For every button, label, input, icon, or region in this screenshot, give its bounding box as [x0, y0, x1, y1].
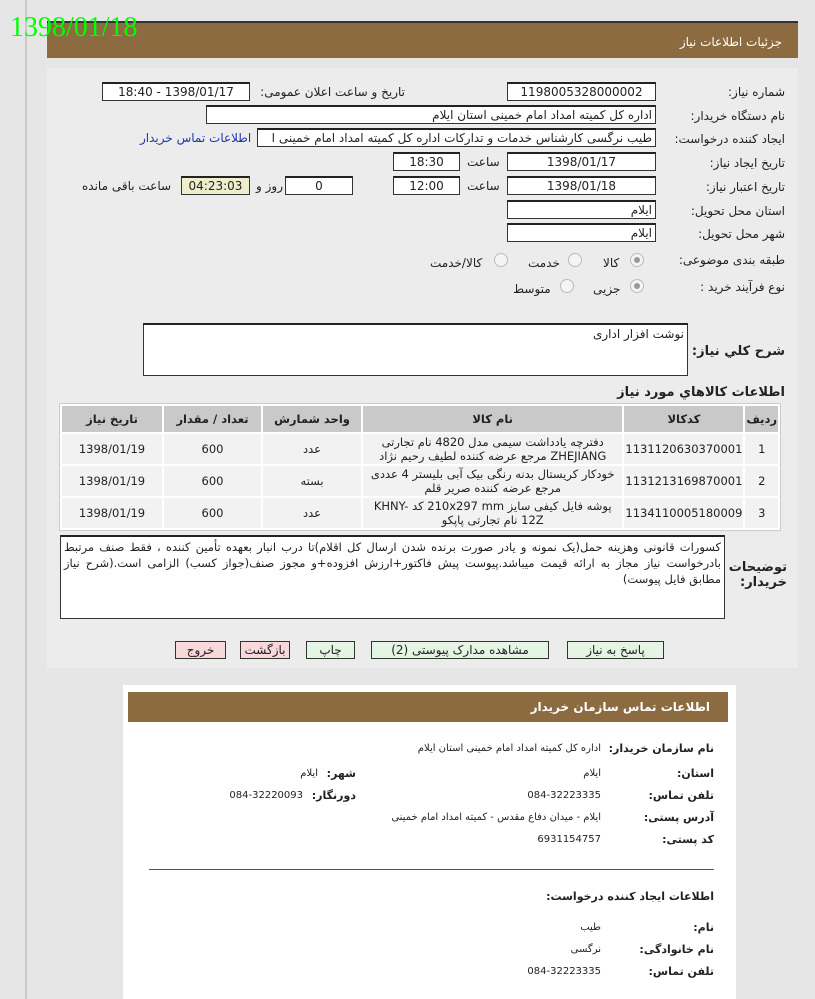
- created-time-field[interactable]: 18:30: [393, 152, 460, 171]
- buyer-contact-link[interactable]: اطلاعات تماس خریدار: [140, 131, 252, 145]
- col-code: کدکالا: [624, 406, 743, 432]
- city-label: شهر:: [326, 767, 356, 780]
- radio-minor-label: جزیی: [593, 282, 621, 296]
- radio-minor[interactable]: [630, 279, 644, 293]
- city-field[interactable]: ایلام: [507, 223, 656, 242]
- cell-unit: عدد: [263, 498, 361, 528]
- cell-qty: 600: [164, 498, 261, 528]
- name-label: نام:: [693, 921, 714, 934]
- created-date-field[interactable]: 1398/01/17: [507, 152, 656, 171]
- table-row: [62, 498, 778, 528]
- col-row: ردیف: [745, 406, 778, 432]
- announce-label: تاریخ و ساعت اعلان عمومی:: [260, 85, 405, 99]
- fax-value: 084-32220093: [229, 790, 303, 801]
- announce-field[interactable]: 1398/01/17 - 18:40: [102, 82, 250, 101]
- creator-phone-value: 084-32223335: [527, 966, 601, 977]
- cell-row: 2: [745, 466, 778, 496]
- process-label: نوع فرآیند خرید :: [700, 280, 785, 294]
- table-row: [62, 466, 778, 496]
- city-value: ایلام: [300, 768, 318, 779]
- description-field[interactable]: نوشت افزار اداری: [143, 323, 688, 376]
- address-value: ایلام - میدان دفاع مقدس - کمیته امداد امام خمینی: [391, 812, 601, 823]
- family-value: نرگسی: [570, 944, 601, 955]
- cell-unit: بسته: [263, 466, 361, 496]
- name-value: طیب: [580, 922, 601, 933]
- radio-goods-service-label: کالا/خدمت: [430, 256, 483, 270]
- cell-date: 1398/01/19: [62, 498, 162, 528]
- remaining-time: 04:23:03: [181, 176, 250, 195]
- date-stamp: 1398/01/18: [10, 12, 138, 43]
- contact-divider: [149, 869, 714, 870]
- col-name: نام کالا: [363, 406, 622, 432]
- page-title: جزئیات اطلاعات نیاز: [679, 35, 782, 49]
- province-label: استان:: [677, 767, 714, 780]
- radio-goods-service[interactable]: [494, 253, 508, 267]
- cell-date: 1398/01/19: [62, 434, 162, 464]
- contact-panel: [123, 685, 736, 999]
- cell-qty: 600: [164, 466, 261, 496]
- creator-label: ایجاد کننده درخواست:: [674, 132, 785, 146]
- cell-row: 3: [745, 498, 778, 528]
- cell-name: خودکار کریستال بدنه رنگی بیک آبی بلیستر 4 عددی مرجع عرضه کننده صریر قلم: [363, 466, 622, 496]
- org-label: نام سازمان خریدار:: [608, 742, 714, 755]
- org-value: اداره کل کمیته امداد امام خمینی استان ایلام: [417, 743, 601, 754]
- left-divider: [25, 0, 27, 999]
- cell-row: 1: [745, 434, 778, 464]
- postal-label: کد پستی:: [662, 833, 714, 846]
- radio-goods[interactable]: [630, 253, 644, 267]
- need-number-field[interactable]: 1198005328000002: [507, 82, 656, 101]
- need-number-label: شماره نیاز:: [728, 85, 785, 99]
- goods-table: [60, 404, 780, 530]
- contact-title: اطلاعات تماس سازمان خریدار: [128, 692, 728, 722]
- valid-time-label: ساعت: [467, 179, 500, 193]
- province-label: استان محل تحویل:: [690, 204, 785, 218]
- days-label: روز و: [256, 179, 283, 193]
- col-unit: واحد شمارش: [263, 406, 361, 432]
- radio-medium[interactable]: [560, 279, 574, 293]
- cell-code: 1131120630370001: [624, 434, 743, 464]
- creator-info-title: اطلاعات ایجاد کننده درخواست:: [546, 890, 714, 903]
- fax-label: دورنگار:: [311, 789, 356, 802]
- radio-goods-label: کالا: [603, 256, 620, 270]
- created-date-label: تاریخ ایجاد نیاز:: [709, 156, 785, 170]
- city-label: شهر محل تحویل:: [698, 227, 785, 241]
- col-date: تاریخ نیاز: [62, 406, 162, 432]
- radio-medium-label: متوسط: [513, 282, 551, 296]
- back-button[interactable]: بازگشت: [240, 641, 290, 659]
- radio-service-label: خدمت: [528, 256, 560, 270]
- valid-date-label: تاریخ اعتبار نیاز:: [705, 180, 785, 194]
- address-label: آدرس پستی:: [643, 811, 714, 824]
- valid-time-field[interactable]: 12:00: [393, 176, 460, 195]
- creator-field[interactable]: طیب نرگسی کارشناس خدمات و تدارکات اداره کل کمیته امداد امام خمینی ا: [257, 128, 656, 147]
- radio-service[interactable]: [568, 253, 582, 267]
- category-label: طبقه بندی موضوعی:: [678, 253, 785, 267]
- days-field[interactable]: 0: [285, 176, 353, 195]
- cell-name: دفترچه یادداشت سیمی مدل 4820 نام تجارتی ZHEJIANG مرجع عرضه کننده لطیف رحیم نژاد: [363, 434, 622, 464]
- province-value: ایلام: [583, 768, 601, 779]
- cell-date: 1398/01/19: [62, 466, 162, 496]
- cell-code: 1134110005180009: [624, 498, 743, 528]
- cell-unit: عدد: [263, 434, 361, 464]
- notes-field[interactable]: کسورات قانونی وهزینه حمل(یک نمونه و یادر صورت برنده شدن ارسال کل اقلام)تا درب انبار بعهده تأمین کننده ، فقط صنف مرتبط بادرخواست نیاز مجاز به ارائه قیمت میباشد.پیوست پیش فاکتور+ارزش افزوده+و مجوز صنف(جواز کسب) الزامی است.(شرح نیاز مطابق فایل پیوست): [60, 535, 725, 619]
- goods-table-wrap: [59, 403, 781, 531]
- family-label: نام خانوادگی:: [639, 943, 714, 956]
- print-button[interactable]: چاپ: [306, 641, 355, 659]
- province-field[interactable]: ایلام: [507, 200, 656, 219]
- attachments-button[interactable]: مشاهده مدارک پیوستی (2): [371, 641, 549, 659]
- description-label: شرح کلي نياز:: [691, 344, 785, 359]
- col-qty: تعداد / مقدار: [164, 406, 261, 432]
- reply-button[interactable]: پاسخ به نیاز: [567, 641, 664, 659]
- cell-code: 1131213169870001: [624, 466, 743, 496]
- phone-label: تلفن تماس:: [648, 789, 714, 802]
- postal-value: 6931154757: [537, 834, 601, 845]
- table-row: [62, 434, 778, 464]
- page-header: [47, 21, 798, 58]
- cell-qty: 600: [164, 434, 261, 464]
- buyer-field[interactable]: اداره کل کمیته امداد امام خمینی استان ایلام: [206, 105, 656, 124]
- cell-name: پوشه فایل کیفی سایز 210x297 mm کد KHNY-12Z نام تجارتی پاپکو: [363, 498, 622, 528]
- phone-value: 084-32223335: [527, 790, 601, 801]
- created-time-label: ساعت: [467, 155, 500, 169]
- exit-button[interactable]: خروج: [175, 641, 226, 659]
- goods-section-title: اطلاعات کالاهاي مورد نياز: [617, 385, 785, 400]
- notes-label: توضیحات خریدار:: [728, 560, 787, 590]
- buyer-label: نام دستگاه خریدار:: [690, 109, 785, 123]
- remaining-label: ساعت باقی مانده: [82, 179, 172, 193]
- creator-phone-label: تلفن تماس:: [648, 965, 714, 978]
- valid-date-field[interactable]: 1398/01/18: [507, 176, 656, 195]
